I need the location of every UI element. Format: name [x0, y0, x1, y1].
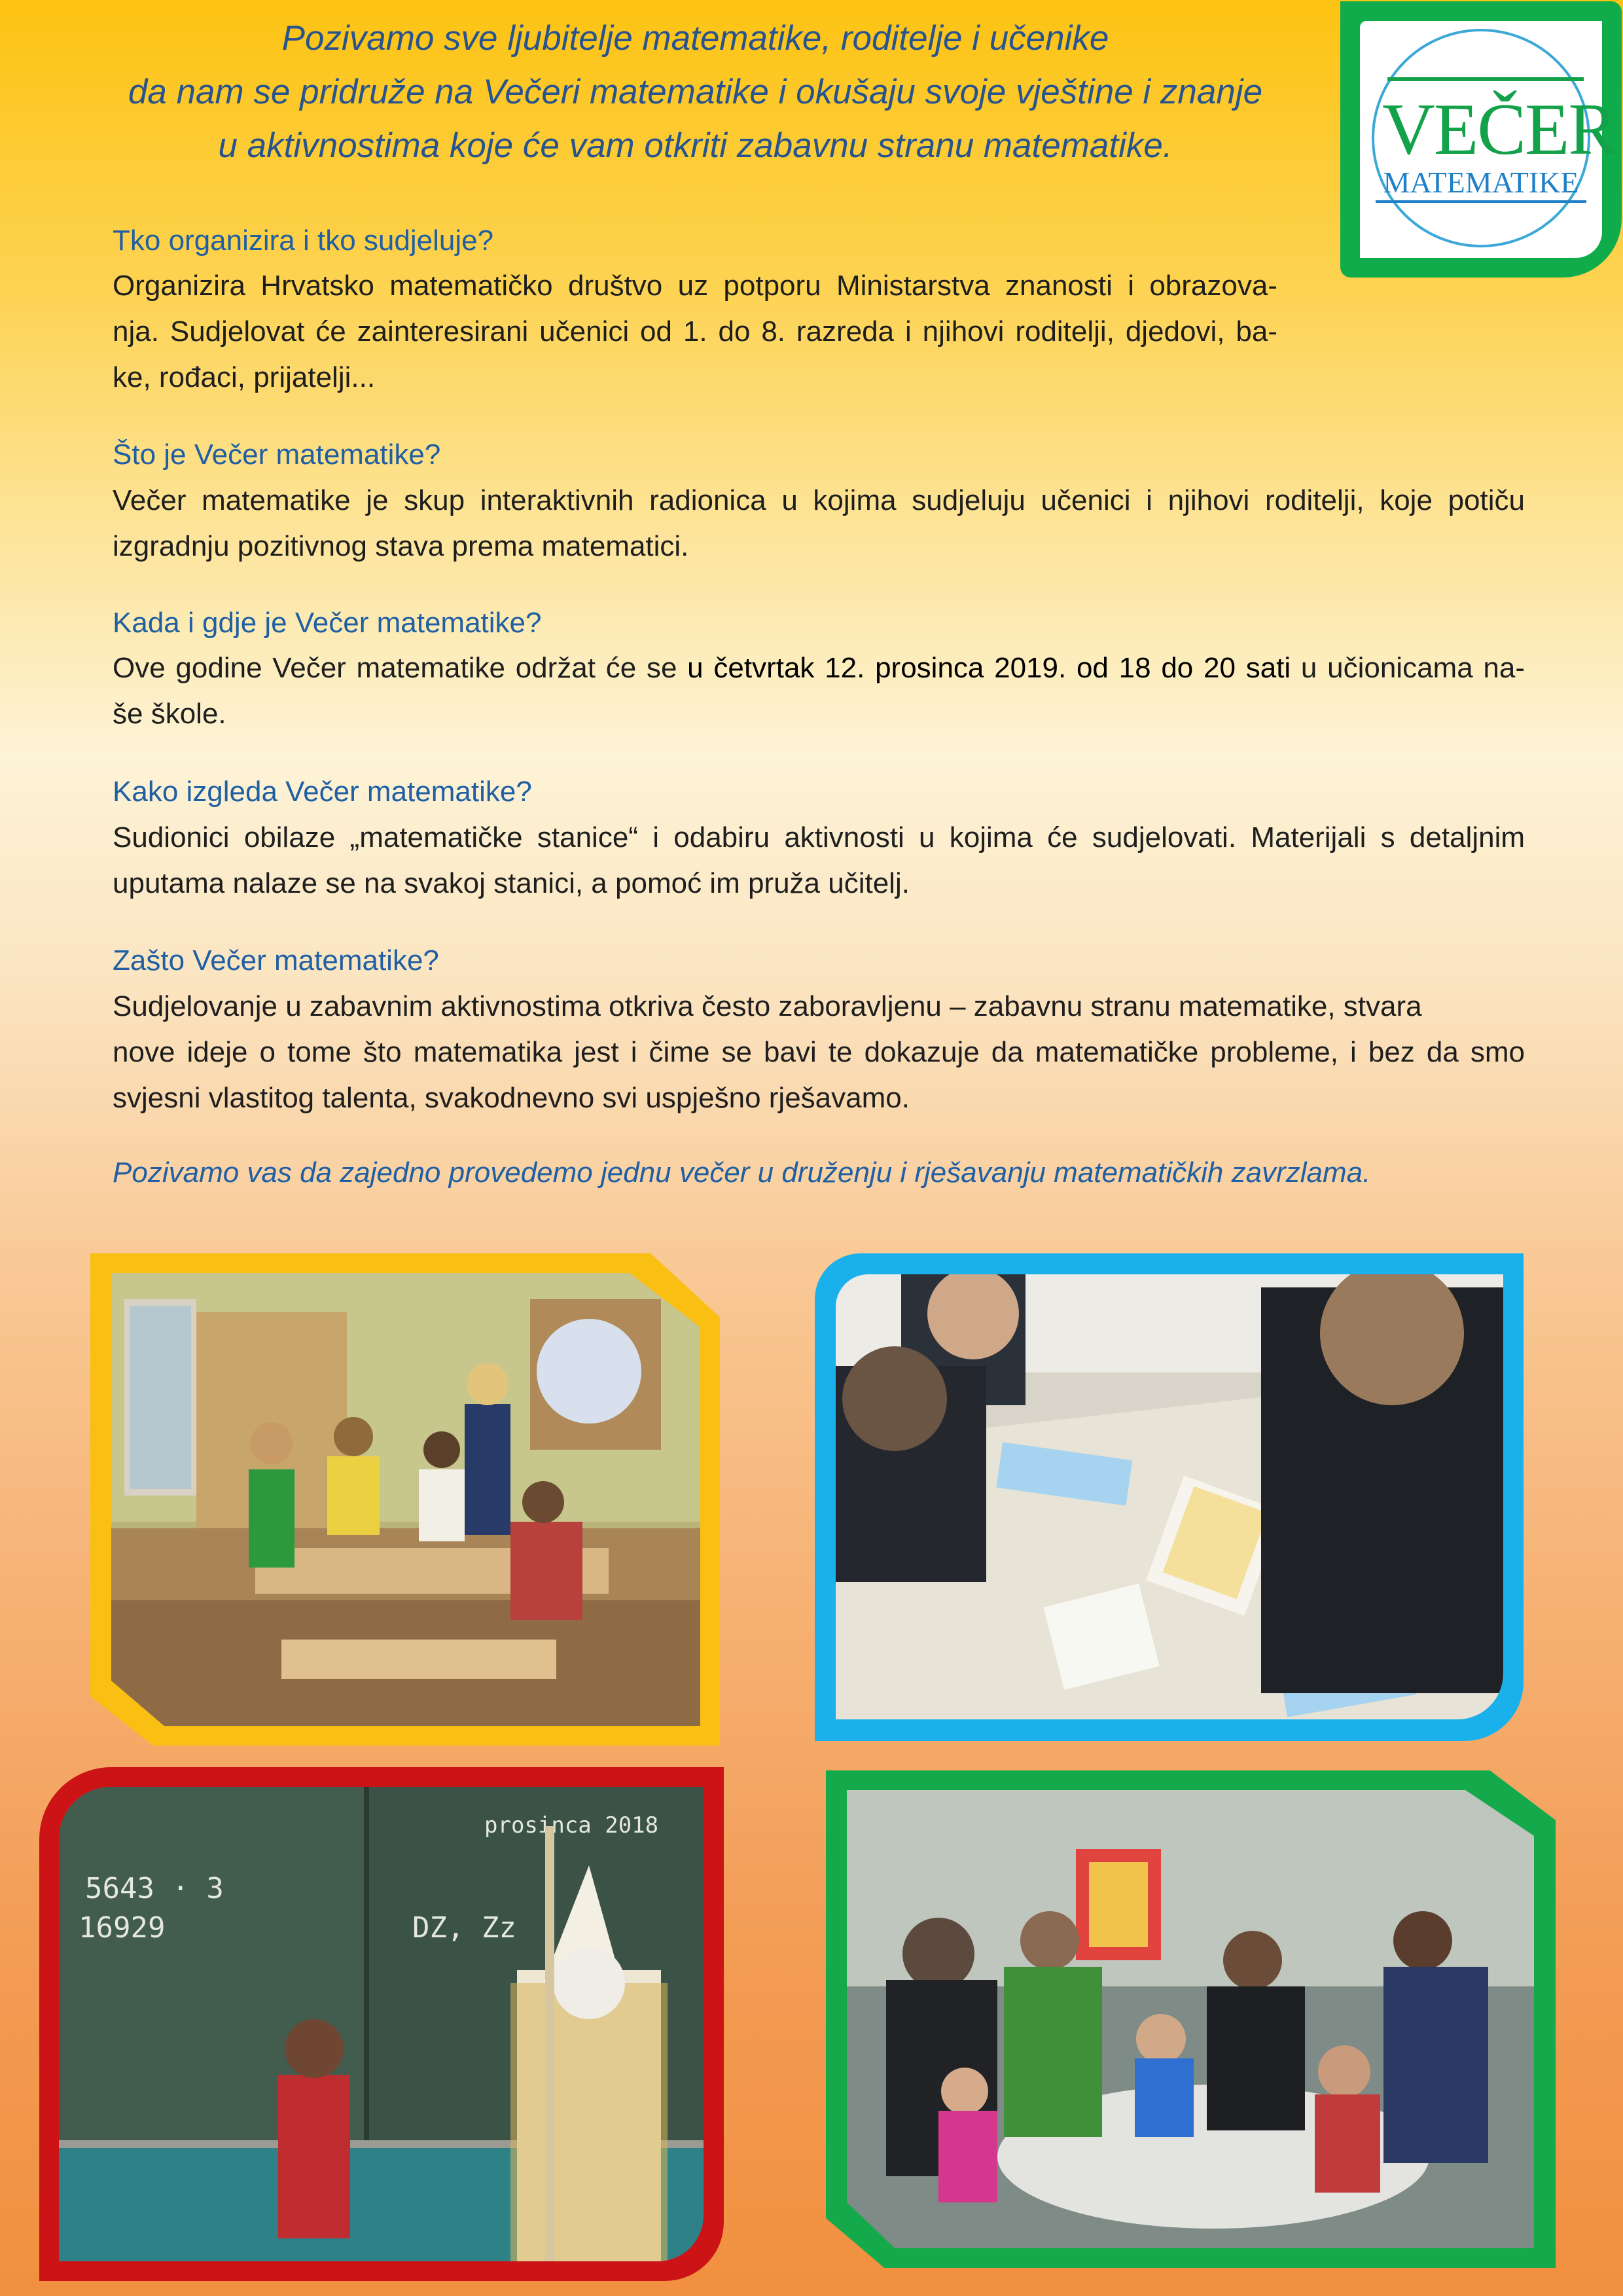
- section-paragraph: [113, 263, 1277, 401]
- section-paragraph: [113, 815, 1525, 906]
- intro-line: Pozivamo sve ljubitelje matematike, roditelje i učenike: [281, 19, 1109, 58]
- chalk-text: DZ, Zz: [412, 1911, 516, 1945]
- paragraph-line: Organizira Hrvatsko matematičko društvo uz potporu Ministarstva znanosti i obrazova-: [113, 270, 1277, 302]
- blackboard-st-nicholas-photo: [39, 1767, 724, 2281]
- paragraph-line: Sudjelovanje u zabavnim aktivnostima otkriva često zaboravljenu – zabavnu stranu matematike, stvara: [113, 990, 1422, 1022]
- intro-line: u aktivnostima koje će vam otkriti zabavnu stranu matematike.: [218, 126, 1173, 165]
- intro-line: da nam se pridruže na Večeri matematike i okušaju svoje vještine i znanje: [128, 73, 1263, 111]
- paragraph-line: nja. Sudjelovat će zainteresirani učenici od 1. do 8. razreda i njihovi roditelji, djedovi, ba-: [113, 315, 1277, 348]
- section-question: Što je Večer matematike?: [113, 439, 441, 471]
- group-activity-photo: [826, 1770, 1556, 2268]
- event-location-text: u učionicama na-: [1291, 652, 1525, 684]
- chalk-text: prosinca 2018: [484, 1812, 659, 1839]
- logo-radical-bar: [1387, 77, 1584, 86]
- paragraph-line: nove ideje o tome što matematika jest i čime se bavi te dokazuje da matematičke probleme, i bez da smo: [113, 1036, 1525, 1068]
- section-question: Kada i gdje je Večer matematike?: [113, 607, 542, 639]
- paragraph-line: svjesni vlastitog talenta, svakodnevno svi uspješno rješavamo.: [113, 1082, 910, 1114]
- chalk-text: 16929: [79, 1911, 166, 1945]
- paragraph-line: Sudionici obilaze „matematičke stanice“ i odabiru aktivnosti u kojima će sudjelovati. Materijali s detaljnim: [113, 821, 1525, 853]
- photo-image: [847, 1790, 1534, 2248]
- board-game-photo: [815, 1253, 1524, 1741]
- section-paragraph: [113, 645, 1525, 737]
- section-paragraph: [113, 478, 1525, 569]
- paragraph-line: ke, rođaci, prijatelji...: [113, 361, 376, 393]
- logo-word-matematike: MATEMATIKE: [1376, 166, 1586, 203]
- section-paragraph: [113, 984, 1525, 1121]
- intro-text: [98, 12, 1293, 173]
- closing-invitation: Pozivamo vas da zajedno provedemo jednu večer u druženju i rješavanju matematičkih zavrzlama.: [113, 1157, 1371, 1189]
- chalk-text: 5643 · 3: [85, 1872, 224, 1905]
- paragraph-line: izgradnju pozitivnog stava prema matematici.: [113, 530, 689, 562]
- event-date-time: u četvrtak 12. prosinca 2019. od 18 do 20 sati: [687, 652, 1291, 684]
- logo-card: [1360, 21, 1616, 258]
- logo-word-vecer: VEČER: [1382, 89, 1616, 170]
- date-intro-text: Ove godine Večer matematike održat će se: [113, 652, 688, 684]
- photo-image: [836, 1274, 1503, 1719]
- paragraph-line: Večer matematike je skup interaktivnih radionica u kojima sudjeluju učenici i njihovi roditelji, koje potiču: [113, 484, 1525, 516]
- photo-image: [59, 1787, 704, 2261]
- vecer-matematike-logo: [1340, 1, 1622, 278]
- paragraph-line: uputama nalaze se na svakoj stanici, a pomoć im pruža učitelj.: [113, 867, 910, 899]
- section-question: Zašto Večer matematike?: [113, 944, 439, 977]
- paragraph-line: še škole.: [113, 698, 226, 730]
- classroom-workshop-photo: [90, 1253, 720, 1746]
- section-question: Tko organizira i tko sudjeluje?: [113, 224, 494, 257]
- photo-image: [111, 1273, 700, 1726]
- section-question: Kako izgleda Večer matematike?: [113, 776, 532, 808]
- paragraph-line: [113, 645, 1525, 691]
